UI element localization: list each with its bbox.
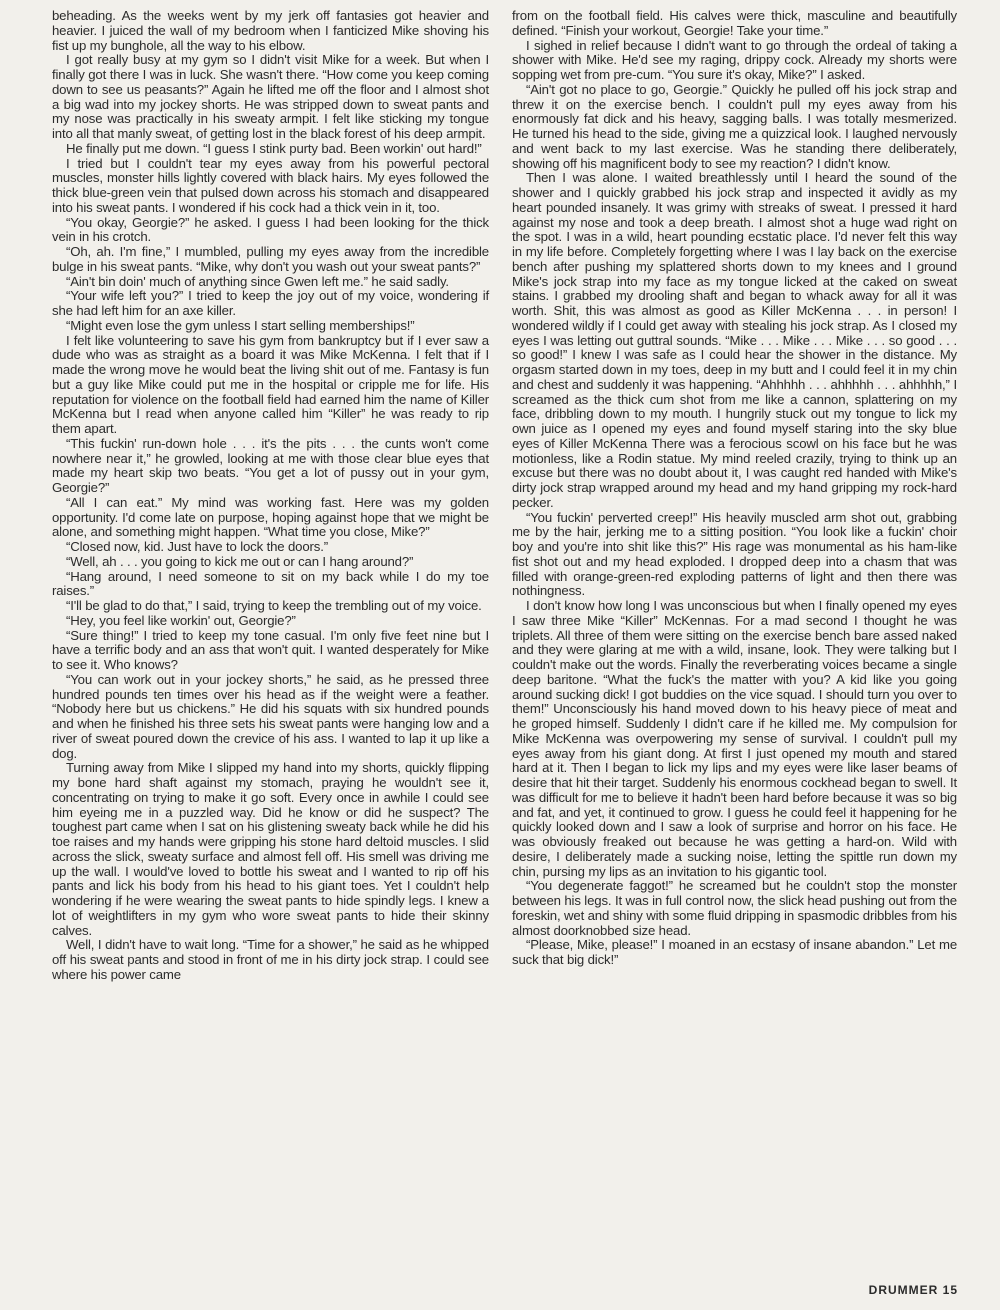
paragraph: “All I can eat.” My mind was working fast. Here was my golden opportunity. I'd come late on purpose, hoping against hope that we might be alone, and something might happen. “What time you close, Mike?” — [52, 494, 489, 540]
paragraph: “Your wife left you?” I tried to keep the joy out of my voice, wondering if she had left him for an axe killer. — [52, 288, 489, 318]
paragraph: I don't know how long I was unconscious but when I finally opened my eyes I saw three Mike “Killer” McKennas. For a mad second I thought he was triplets. All three of them were sitting on the exercise bench bare assed naked and they were glaring at me with a wild, insane, look. They were talking but I couldn't make out the words. Finally the reverberating voices became a single deep baritone. “What the fuck's the matter with you? A kid like you going around sucking dick! I got buddies on the vice squad. I should turn you over to them!” Unconsciously his hand moved down to his heavy piece of meat and he groped himself. Suddenly I didn't care if he killed me. My compulsion for Mike McKenna was overpowering my sense of survival. I couldn't pull my eyes away from his giant dong. At first I just opened my mouth and stared hard at it. Then I began to lick my lips and my eyes were like laser beams of desire that hit their target. Suddenly his enormous cockhead began to swell. It was difficult for me to believe it hadn't been hard before because it was so big and fat, and yet, it continued to grow. I guess he could feel it happening for he quickly looked down and I saw a look of surprise and horror on his face. He was obviously freaked out because he was getting a hard-on. Wild with desire, I deliberately made a sucking noise, letting the spittle run down my chin, pursing my lips as an invitation to his gigantic tool. — [512, 598, 957, 879]
right-column — [512, 9, 957, 968]
paragraph: “Sure thing!” I tried to keep my tone casual. I'm only five feet nine but I have a terrific body and an ass that won't quit. I wanted desperately for Mike to see it. Who knows? — [52, 627, 489, 672]
paragraph: I sighed in relief because I didn't want to go through the ordeal of taking a shower with Mike. He'd see my raging, drippy cock. Already my shorts were sopping wet from pre-cum. “You sure it's okay, Mike?” I asked. — [512, 37, 957, 82]
paragraph: “You okay, Georgie?” he asked. I guess I had been looking for the thick vein in his crotch. — [52, 214, 489, 245]
paragraph: “Hang around, I need someone to sit on my back while I do my toe raises.” — [52, 568, 489, 599]
paragraph: beheading. As the weeks went by my jerk off fantasies got heavier and heavier. I juiced the wall of my bedroom when I fanticized Mike shoving his fist up my bunghole, all the way to his elbow. — [52, 8, 489, 53]
paragraph: from on the football field. His calves were thick, masculine and beautifully defined. “Finish your workout, Georgie! Take your time.” — [512, 8, 957, 38]
left-column — [52, 9, 489, 983]
paragraph: “Hey, you feel like workin' out, Georgie?” — [66, 612, 296, 628]
paragraph: I got really busy at my gym so I didn't visit Mike for a week. But when I finally got there I was in luck. She wasn't there. “How come you keep coming down to see us peasants?” Again he lifted me off the floor and I almost shot a big wad into my jockey shorts. He was stripped down to sweat pants and my nose was practically in his sweaty armpit. I felt like sticking my tongue into all that manly sweat, of getting lost in the black forest of his deep armpit. — [52, 52, 489, 141]
paragraph: “Might even lose the gym unless I start selling memberships!” — [66, 317, 415, 333]
paragraph: Well, I didn't have to wait long. “Time for a shower,” he said as he whipped off his sweat pants and stood in front of me in his dirty jock strap. I could see where his power came — [52, 937, 489, 982]
paragraph: “This fuckin' run-down hole . . . it's the pits . . . the cunts won't come nowhere near it,” he growled, looking at me with those clear blue eyes that made my heart skip two beats. “You get a lot of pussy out in your gym, Georgie?” — [52, 435, 489, 495]
paragraph: “I'll be glad to do that,” I said, trying to keep the trembling out of my voice. — [66, 598, 482, 613]
paragraph: “Please, Mike, please!” I moaned in an ecstasy of insane abandon.” Let me suck that big dick!” — [512, 937, 957, 967]
paragraph: “Oh, ah. I'm fine,” I mumbled, pulling my eyes away from the incredible bulge in his sweat pants. “Mike, why don't you wash out your sweat pants?” — [52, 244, 489, 274]
paragraph: “You can work out in your jockey shorts,” he said, as he pressed three hundred pounds ten times over his head as if the weight were a feather. “Nobody here but us chickens.” He did his squats with six hundred pounds and when he finished his three sets his sweat pants were hanging low and a river of sweat poured down the crevice of his ass. I wanted to lap it up like a dog. — [52, 671, 489, 761]
paragraph: I tried but I couldn't tear my eyes away from his powerful pectoral muscles, monster hills lightly covered with black hairs. My eyes followed the thick blue-green vein that pulsed down across his stomach and disappeared into his sweat pants. I wondered if his cock had a thick vein in it, too. — [52, 155, 489, 215]
paragraph: “Well, ah . . . you going to kick me out or can I hang around?” — [66, 553, 414, 569]
paragraph: “Ain't bin doin' much of anything since Gwen left me.” he said sadly. — [66, 273, 449, 289]
paragraph: Turning away from Mike I slipped my hand into my shorts, quickly flipping my bone hard shaft against my stomach, praying he wouldn't see it, concentrating on trying to make it go soft. Every once in awhile I could see him eyeing me in a puzzled way. Did he know or did he suspect? The toughest part came when I sat on his glistening sweaty back while he did his toe raises and my hands were gripping his stone hard deltoid muscles. I slid across the slick, sweaty surface and almost fell off. His smell was driving me up the wall. I would've loved to bottle his sweat and I wanted to rip off his pants and lick his body from his head to his giant toes. Yet I couldn't help wondering if he were wearing the sweat pants to hide spindly legs. I knew a lot of weightlifters in my gym who wore sweat pants to hide their skinny calves. — [52, 760, 489, 938]
paragraph: “Ain't got no place to go, Georgie.” Quickly he pulled off his jock strap and threw it on the exercise bench. I couldn't pull my eyes away from his enormously fat dick and his heavy, sagging balls. I was totally mesmerized. He turned his head to the side, giving me a quizzical look. I laughed nervously and went back to my last exercise. Was he standing there deliberately, showing off his magnificent body to see my reaction? I didn't know. — [512, 81, 957, 171]
paragraph: “You degenerate faggot!” he screamed but he couldn't stop the monster between his legs. It was in full control now, the slick head pushing out from the foreskin, wet and shiny with some fluid dripping in spasmodic dribbles from his almost doorknobbed size head. — [512, 878, 957, 938]
paragraph: I felt like volunteering to save his gym from bankruptcy but if I ever saw a dude who was as straight as a board it was Mike McKenna. I felt that if I made the wrong move he would beat the living shit out of me. Fantasy is fun but a guy like Mike could put me in the hospital or cripple me for life. His reputation for violence on the football field had earned him the name of Killer McKenna but I read when anyone called him “Killer” he was ready to rip them apart. — [52, 332, 489, 436]
paragraph: “You fuckin' perverted creep!” His heavily muscled arm shot out, grabbing me by the hair, jerking me to a sitting position. “You look like a fuckin' choir boy and you're into shit like this?” His rage was monumental as his ham-like fist shot out and my head exploded. I dropped deep into a chasm that was filled with orange-green-red exploding patterns of light and then there was nothingness. — [512, 509, 957, 599]
page-folio: DRUMMER 15 — [868, 1283, 958, 1297]
paragraph: He finally put me down. “I guess I stink purty bad. Been workin' out hard!” — [66, 140, 482, 156]
paragraph: “Closed now, kid. Just have to lock the doors.” — [66, 539, 328, 554]
paragraph: Then I was alone. I waited breathlessly until I heard the sound of the shower and I quickly grabbed his jock strap and inspected it avidly as my heart pounded insanely. It was grimy with streaks of sweat. I pressed it hard against my nose and took a deep breath. I almost shot a huge wad right on the spot. I was in a wild, heart pounding ecstatic place. I'd never felt this way in my life before. Completely forgetting where I was I lay back on the exercise bench after pushing my splattered shorts down to my knees and I ground Mike's jock strap into my face as my tongue licked at the caked on sweat stains. I grabbed my drooling shaft and began to whack away for all it was worth. Shit, this was almost as good as Killer McKenna . . . in person! I wondered wildly if I could get away with stealing his jock strap. As I closed my eyes I was letting out guttral sounds. “Mike . . . Mike . . . Mike . . . so good . . . so good!” I knew I was safe as I could hear the shower in the distance. My orgasm started down in my toes, deep in my butt and I could feel it in my chin and chest and suddenly it was happening. “Ahhhhh . . . ahhhhh . . . ahhhhh,” I screamed as the thick cum shot from me like a cannon, splattering on my face, dribbling down to my mouth. I hungrily stuck out my tongue to lick my own juice as I opened my eyes and found myself staring into the sky blue eyes of Killer McKenna There was a ferocious scowl on his face but he was motionless, like a Rodin statue. My mind reeled crazily, trying to think up an excuse but there was no doubt about it, I was caught red handed with Mike's dirty jock strap wrapped around my head and my hand gripping my rock-hard pecker. — [512, 170, 957, 510]
